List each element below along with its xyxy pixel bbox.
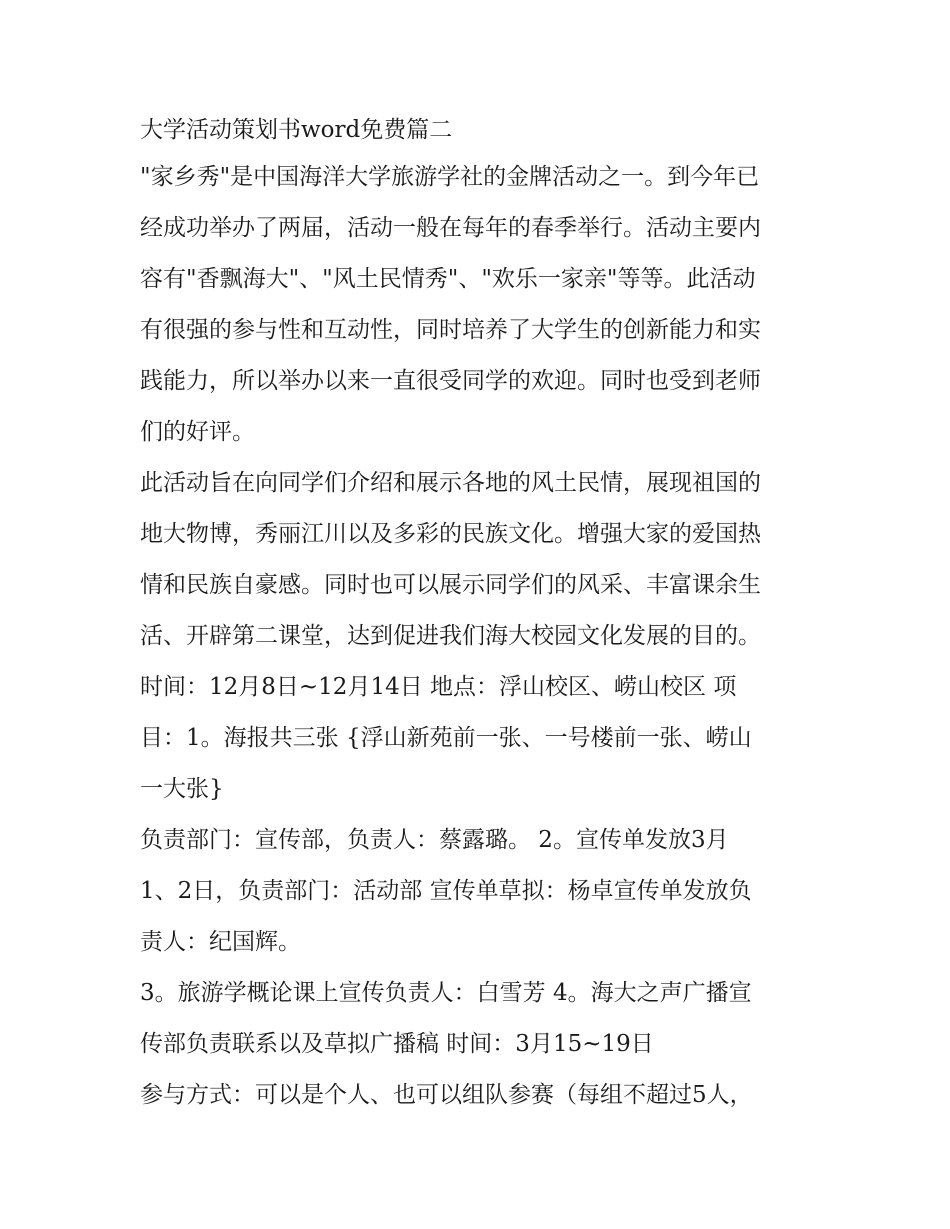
paragraph-line: 情和民族自豪感。同时也可以展示同学们的风采、丰富课余生 xyxy=(140,572,761,598)
paragraph-line: 传部负责联系以及草拟广播稿 时间：3月15~19日 xyxy=(140,1031,654,1057)
paragraph-line: 此活动旨在向同学们介绍和展示各地的风土民情，展现祖国的 xyxy=(140,470,761,496)
paragraph-line: "家乡秀"是中国海洋大学旅游学社的金牌活动之一。到今年已 xyxy=(140,164,760,190)
paragraph-line: 负责部门：宣传部，负责人：蔡露璐。 2。宣传单发放3月 xyxy=(140,827,729,853)
paragraph-line: 1、2日，负责部门：活动部 宣传单草拟：杨卓宣传单发放负 xyxy=(140,878,752,904)
paragraph-line: 践能力，所以举办以来一直很受同学的欢迎。同时也受到老师 xyxy=(140,368,761,394)
paragraph-line: 活、开辟第二课堂，达到促进我们海大校园文化发展的目的。 xyxy=(140,623,761,649)
document-title: 大学活动策划书word免费篇二 xyxy=(140,117,453,143)
paragraph-line: 们的好评。 xyxy=(140,419,255,445)
paragraph-line: 地大物博，秀丽江川以及多彩的民族文化。增强大家的爱国热 xyxy=(140,521,761,547)
document-body xyxy=(140,108,820,1121)
paragraph-line: 一大张} xyxy=(140,776,224,802)
paragraph-line: 参与方式：可以是个人、也可以组队参赛（每组不超过5人， xyxy=(140,1082,753,1108)
paragraph-line: 时间：12月8日~12月14日 地点：浮山校区、崂山校区 项 xyxy=(140,674,737,700)
paragraph-line: 目：1。海报共三张 {浮山新苑前一张、一号楼前一张、崂山 xyxy=(140,725,752,751)
paragraph-line: 容有"香飘海大"、"风土民情秀"、"欢乐一家亲"等等。此活动 xyxy=(140,266,756,292)
paragraph-line: 3。旅游学概论课上宣传负责人：白雪芳 4。海大之声广播宣 xyxy=(140,980,752,1006)
paragraph-line: 有很强的参与性和互动性，同时培养了大学生的创新能力和实 xyxy=(140,317,761,343)
paragraph-line: 责人：纪国辉。 xyxy=(140,929,301,955)
paragraph-line: 经成功举办了两届，活动一般在每年的春季举行。活动主要内 xyxy=(140,215,761,241)
